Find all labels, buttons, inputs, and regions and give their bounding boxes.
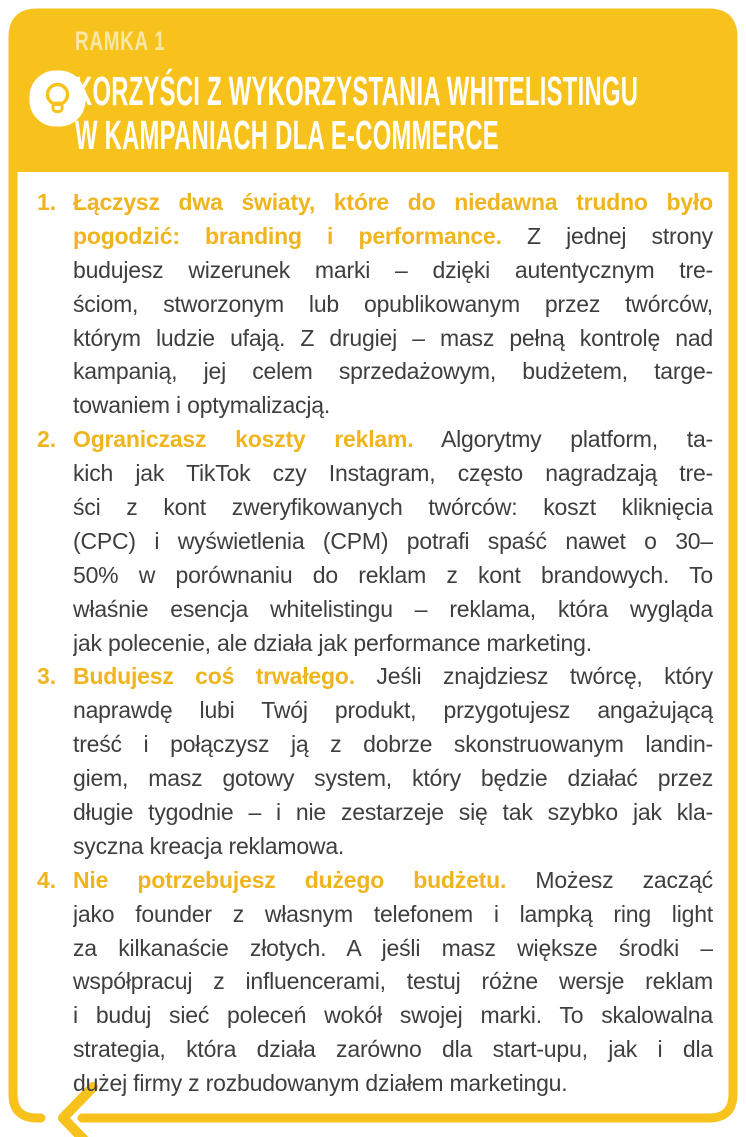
text-line (73, 220, 713, 254)
item-body-text: naprawdę lubi Twój produkt, przygotujesz angażującą (73, 697, 713, 724)
box-title-text-1: KORZYŚCI Z WYKORZYSTANIA WHITELISTINGU (75, 68, 639, 114)
box-title-line (75, 113, 746, 157)
item-number: 1. (37, 189, 57, 215)
text-line (73, 525, 713, 559)
text-line (73, 355, 713, 389)
text-line (73, 864, 713, 898)
text-line (73, 694, 713, 728)
item-body-text: dużej firmy z rozbudowanym działem marketingu. (73, 1070, 568, 1097)
text-line (73, 254, 713, 288)
text-line (73, 1033, 713, 1067)
item-text (73, 660, 713, 863)
item-text (73, 423, 713, 660)
item-body-text: i buduj sieć poleceń wokół swojej marki. To skalowalna (73, 1002, 713, 1029)
text-line (73, 898, 713, 932)
text-line (73, 627, 713, 661)
text-line (73, 423, 713, 457)
item-body-text: towaniem i optymalizacją. (73, 392, 331, 419)
item-text (73, 864, 713, 1101)
item-text (73, 186, 713, 423)
item-body-text: właśnie esencja whitelistingu – reklama, która wygląda (73, 595, 713, 622)
item-body-text: Możesz zacząć (506, 866, 713, 893)
text-line (73, 999, 713, 1033)
item-body-text: jako founder z własnym telefonem i lampką ring light (73, 900, 713, 927)
item-number: 2. (37, 426, 57, 453)
list-item (37, 186, 713, 423)
text-line (73, 830, 713, 864)
text-line (73, 965, 713, 999)
box-title-text-2: W KAMPANIACH DLA E-COMMERCE (75, 112, 499, 158)
text-line (73, 288, 713, 322)
item-body-text: jak polecenie, ale działa jak performance marketing. (73, 629, 592, 656)
text-line (73, 491, 713, 525)
list-item (37, 660, 713, 863)
item-body-text: kich jak TikTok czy Instagram, często nagradzają tre- (73, 460, 713, 487)
box-kicker (75, 26, 204, 56)
item-body-text: treść i połączysz ją z dobrze skonstruowanym landin- (73, 731, 713, 758)
text-line (73, 559, 713, 593)
item-body-text: (CPC) i wyświetlenia (CPM) potrafi spaść nawet o 30– (73, 527, 713, 554)
item-lead-text: pogodzić: branding i performance. (73, 222, 502, 249)
list-item (37, 864, 713, 1101)
box-kicker-text: RAMKA 1 (75, 26, 166, 56)
item-body-text: Algorytmy platform, ta- (413, 426, 713, 453)
item-body-text: którym ludzie ufają. Z drugiej – masz pełną kontrolę nad (73, 324, 713, 351)
text-line (73, 796, 713, 830)
item-body-text: syczna kreacja reklamowa. (73, 832, 345, 859)
box-title (75, 69, 746, 157)
benefits-list (37, 186, 713, 1101)
box-title-line (75, 69, 746, 113)
item-body-text: współpracuj z influencerami, testuj różne wersje reklam (73, 968, 713, 995)
text-line (73, 660, 713, 694)
item-lead-text: Ograniczasz koszty reklam. (73, 426, 414, 453)
item-body-text: Jeśli znajdziesz twórcę, który (354, 663, 713, 690)
text-line (73, 593, 713, 627)
text-line (73, 932, 713, 966)
item-body-text: 50% w porównaniu do reklam z kont brandowych. To (73, 561, 713, 588)
item-body-text: ści z kont zweryfikowanych twórców: koszt kliknięcia (73, 494, 713, 521)
item-number: 4. (37, 866, 57, 893)
text-line (73, 457, 713, 491)
item-lead-text: Nie potrzebujesz dużego budżetu. (73, 866, 507, 893)
text-line (73, 186, 713, 220)
item-body-text: strategia, która działa zarówno dla start-upu, jak i dla (73, 1036, 713, 1063)
item-body-text: Z jednej strony (501, 222, 713, 249)
item-body-text: giem, masz gotowy system, który będzie działać przez (73, 765, 713, 792)
item-body-text: za kilkanaście złotych. A jeśli masz większe środki – (73, 934, 713, 961)
item-lead-text: Budujesz coś trwałego. (73, 663, 355, 690)
item-lead-text: Łączysz dwa światy, które do niedawna trudno było (73, 189, 713, 215)
item-body-text: budujesz wizerunek marki – dzięki autentycznym tre- (73, 256, 713, 283)
text-line (73, 762, 713, 796)
item-body-text: długie tygodnie – i nie zestarzeje się tak szybko jak kla- (73, 799, 713, 826)
item-body-text: ściom, stworzonym lub opublikowanym przez twórców, (73, 290, 713, 317)
text-line (73, 1067, 713, 1101)
list-item (37, 423, 713, 660)
text-line (73, 389, 713, 423)
text-line (73, 728, 713, 762)
text-line (73, 322, 713, 356)
item-body-text: kampanią, jej celem sprzedażowym, budżetem, targe- (73, 358, 713, 385)
item-number: 3. (37, 663, 57, 690)
